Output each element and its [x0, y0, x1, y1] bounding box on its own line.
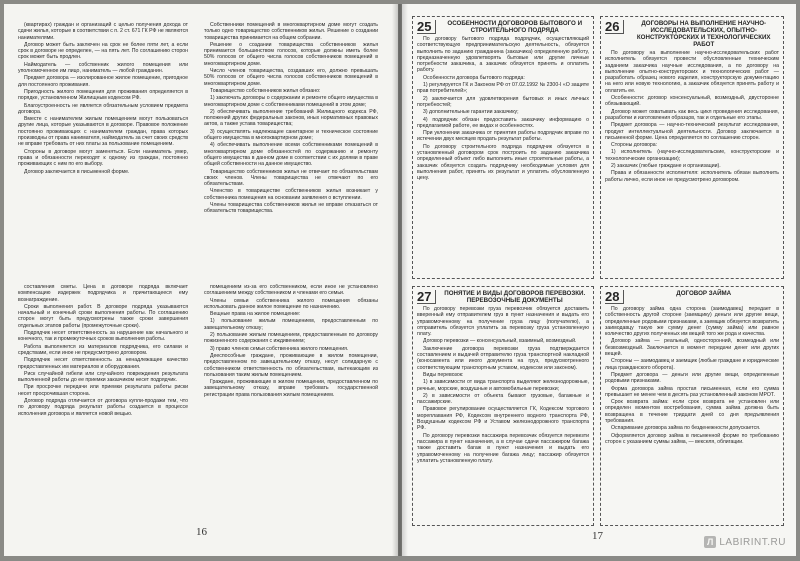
- section-title: ДОГОВОР ЗАЙМА: [676, 290, 732, 297]
- paragraph: 2) заказчик (любые граждане и организации).: [611, 163, 721, 170]
- paragraph: 1) регулируется ГК и Законом РФ от 07.02.1992 № 2300-I «О защите прав потребителей»;: [417, 82, 589, 95]
- paragraph: Договор может быть заключен на срок не более пяти лет, а если срок в договоре не определен, — на пять лет. По соглашению сторон срок может быть продлен.: [18, 41, 188, 61]
- left-page: [4, 4, 398, 556]
- paragraph: Члены товарищества собственников жилья не вправе отказаться от обязательств товарищества.: [204, 202, 378, 215]
- paragraph: Особенности договора бытового подряда:: [423, 74, 525, 81]
- paragraph: Стороны — заимодавец и заемщик (любые граждане и юридические лица гражданского оборота).: [605, 358, 779, 371]
- section-title: ПОНЯТИЕ И ВИДЫ ДОГОВОРОВ ПЕРЕВОЗКИ. ПЕРЕВОЗОЧНЫЕ ДОКУМЕНТЫ: [444, 290, 586, 304]
- paragraph: Граждане, проживающие в жилом помещении, предоставленном по завещательному отказу, вправе требовать государственной регистрации права пользования жилым помещением.: [204, 379, 378, 398]
- paragraph: Собственники помещений в многоквартирном доме могут создать только одно товарищество собственников жилья. Решение о создании товарищества принимается на общем собрании.: [204, 22, 378, 41]
- paragraph: 3) право членов семьи собственника жилого помещения.: [210, 345, 349, 352]
- paragraph: Особенности: договор консенсуальный, возмездный, двусторонне обязывающий.: [605, 95, 779, 108]
- paragraph: Вещные права на жилое помещение:: [210, 311, 301, 318]
- paragraph: Подрядчик несет ответственность за нарушение как начального и конечного, так и промежуточных сроков выполнения работы.: [18, 330, 188, 343]
- watermark: [704, 536, 786, 548]
- paragraph: 1) пользование жилым помещением, предоставленным по завещательному отказу;: [204, 318, 378, 331]
- section-number: 28: [605, 290, 624, 304]
- paragraph: 4) обеспечивать выполнение всеми собственниками помещений в многоквартирном доме обязанностей по содержанию и ремонту общего имущества в данном доме в соответствии с их долями в праве общей собственности на данное имущество.: [204, 142, 378, 168]
- left-col1-bottom: [18, 284, 188, 514]
- paragraph: 1) исполнитель (научно-исследовательские, конструкторские и технологические организации);: [605, 149, 779, 162]
- section-title: ДОГОВОРЫ НА ВЫПОЛНЕНИЕ НАУЧНО-ИССЛЕДОВАТЕЛЬСКИХ, ОПЫТНО-КОНСТРУКТОРСКИХ И ТЕХНОЛОГИЧЕСКИХ РАБОТ: [636, 20, 771, 48]
- left-col1-top: [18, 22, 188, 232]
- section-body: [605, 306, 779, 446]
- paragraph: Предмет договора — деньги или другие вещи, определенные родовыми признаками.: [605, 371, 779, 385]
- paragraph: Срок возврата займа: если срок возврата не установлен или определен моментом востребования, сумма займа должна быть возвращена в течение тридцати дней со дня предъявления требования.: [605, 399, 779, 425]
- left-col2-top: [204, 22, 378, 232]
- section-26: [600, 16, 784, 279]
- paragraph: Договор заключается в письменной форме.: [24, 168, 130, 175]
- paragraph: Товарищество собственников жилья обязано:: [210, 87, 321, 94]
- left-col2-bottom: [204, 284, 378, 514]
- paragraph: Договор подряда отличается от договора купли-продажи тем, что по договору подряда результат работы создается в процессе исполнения договора и является новой вещью.: [18, 398, 188, 417]
- paragraph: Предмет договора — изолированное жилое помещение, пригодное для постоянного проживания.: [18, 75, 188, 88]
- book-spine-fold: [392, 4, 408, 556]
- paragraph: Работа выполняется из материалов подрядчика, его силами и средствами, если иное не предусмотрено договором.: [18, 343, 188, 356]
- paragraph: 1) заключать договоры о содержании и ремонте общего имущества в многоквартирном доме с собственниками помещений в этом доме;: [204, 95, 378, 108]
- section-number: 27: [417, 290, 436, 304]
- page-number-right: 17: [592, 530, 603, 542]
- watermark-text: LABIRINT.RU: [719, 536, 786, 548]
- paragraph: Подрядчик несет ответственность за ненадлежащее качество предоставленных им материалов и оборудования.: [18, 357, 188, 370]
- paragraph: 2) обеспечивать выполнение требований Жилищного кодекса РФ, положений других федеральных законов, иных нормативных правовых актов, а также устава товарищества;: [204, 108, 378, 128]
- paragraph: 1) в зависимости от вида транспорта выделяют железнодорожные, речные, морские, воздушные и автомобильные перевозки;: [417, 379, 589, 392]
- paragraph: Дееспособные граждане, проживающие в жилом помещении, предоставленном по завещательному отказу, несут солидарную с собственником ответственность по обязательствам, вытекающим из пользования таким жилым помещением.: [204, 352, 378, 378]
- paragraph: Риск случайной гибели или случайного повреждения результата выполненной работы до ее приемки заказчиком несет подрядчик.: [18, 370, 188, 384]
- section-28: [600, 286, 784, 526]
- paragraph: Членство в товариществе собственников жилья возникает у собственника помещения на основании заявления о вступлении.: [204, 188, 378, 201]
- section-body: [417, 36, 589, 183]
- paragraph: При уклонении заказчика от принятия работы подрядчик вправе по истечении двух месяцев продать результат работы.: [417, 130, 589, 143]
- section-27: [412, 286, 594, 526]
- paragraph: По договору бытового подряда подрядчик, осуществляющий соответствующую предпринимательскую деятельность, обязуется выполнить по заданию гражданина (заказчика) определенную работу, предназначенную удовлетворять бытовые или другие личные потребности заказчика, а заказчик обязуется принять и оплатить работу.: [417, 36, 589, 74]
- labirint-logo-icon: Л: [704, 536, 716, 548]
- paragraph: Стороны в договоре могут заменяться. Если наниматель умер, права и обязанности переходят к одному из граждан, постоянно проживающих с ним по его выбору.: [18, 148, 188, 168]
- paragraph: Договор может охватывать как весь цикл проведения исследования, разработки и изготовления образцов, так и отдельные его этапы.: [605, 108, 779, 121]
- paragraph: (квартирах) граждан и организаций с целью получения дохода от сдачи жилья, которые в соответствии с п. 2 ст. 671 ГК РФ не являются нанимателями.: [18, 22, 188, 41]
- paragraph: Предмет договора — научно-технический результат исследования, продукт интеллектуальной деятельности. Договор заключается в письменной форме. Цена определяется по соглашению сторон.: [605, 122, 779, 141]
- paragraph: Число членов товарищества, создавших его, должно превышать 50% голосов от общего числа голосов собственников помещений в многоквартирном доме.: [204, 68, 378, 87]
- page-number-left: 16: [196, 526, 207, 538]
- paragraph: По договору займа одна сторона (заимодавец) передает в собственность другой стороне (заемщику) деньги или другие вещи, определенные родовыми признаками, а заемщик обязуется возвратить заимодавцу такую же сумму денег (сумму займа) или равное количество других полученных им вещей того же рода и качества.: [605, 306, 779, 338]
- paragraph: Пригодность жилого помещения для проживания определяется в порядке, установленном Жилищным кодексом РФ.: [18, 88, 188, 102]
- paragraph: Товарищество собственников жилья не отвечает по обязательствам своих членов. Члены товарищества не отвечают по его обязательствам.: [204, 168, 378, 188]
- section-number: 26: [605, 20, 624, 34]
- paragraph: Форма договора займа простая письменная, если его сумма превышает не менее чем в десять раз установленный законом МРОТ.: [605, 385, 779, 398]
- paragraph: Вместе с нанимателем жилым помещением могут пользоваться другие лица, которые указываются в договоре. Правовое положение постоянно проживающих с нанимателем граждан, права которых производны от права нанимателя, наймодатель за счет своих средств не вправе требовать от них платы за пользование помещением.: [18, 116, 188, 148]
- paragraph: Наймодатель — собственник жилого помещения или уполномоченное им лицо, наниматель — любой гражданин.: [18, 61, 188, 75]
- paragraph: Договор займа — реальный, односторонний, возмездный или безвозмездный. Заключается в момент передачи денег или других вещей.: [605, 338, 779, 358]
- paragraph: Стороны договора:: [611, 142, 658, 149]
- paragraph: По договору строительного подряда подрядчик обязуется в установленный договором срок построить по заданию заказчика определенный объект либо выполнить иные строительные работы, а заказчик обязуется создать подрядчику необходимые условия для выполнения работ, принять их результат и уплатить обусловленную цену.: [417, 143, 589, 182]
- paragraph: Благоустроенность не является обязательным условием предмета договора.: [18, 102, 188, 115]
- paragraph: Договор перевозки — консенсуальный, взаимный, возмездный.: [423, 338, 577, 345]
- paragraph: помещением из-за его собственником, если иное не установлено соглашением между собственником и членами его семьи.: [204, 284, 378, 297]
- paragraph: Сроки выполнения работ. В договоре подряда указываются начальный и конечный сроки выполнения работы. По соглашению сторон могут быть предусмотрены также сроки завершения отдельных этапов работы (промежуточные сроки).: [18, 303, 188, 329]
- section-title: ОСОБЕННОСТИ ДОГОВОРОВ БЫТОВОГО И СТРОИТЕЛЬНОГО ПОДРЯДА: [447, 20, 583, 34]
- paragraph: составления сметы. Цена в договоре подряда включает компенсацию издержек подрядчика и причитающееся ему вознаграждение.: [18, 284, 188, 303]
- paragraph: Виды перевозок:: [423, 371, 464, 378]
- paragraph: При просрочке передачи или приемки результата работы риски несет просрочившая сторона.: [18, 384, 188, 397]
- paragraph: 2) в зависимости от объекта бывают грузовые, багажные и пассажирские.: [417, 392, 589, 406]
- paragraph: Оспаривание договора займа по безденежности допускается.: [611, 425, 761, 432]
- paragraph: 3) дополнительные гарантии заказчику;: [423, 109, 519, 116]
- paragraph: По договору перевозки пассажира перевозчик обязуется перевезти пассажира в пункт назначения, а в случае сдачи пассажиром багажа также доставить багаж в пункт назначения и выдать его управомоченному на получение багажа лицу; пассажир обязуется уплатить установленную плату.: [417, 432, 589, 464]
- right-page: [402, 4, 796, 556]
- section-25: [412, 16, 594, 279]
- paragraph: Правовое регулирование осуществляется ГК, Кодексом торгового мореплавания РФ, Кодексом внутреннего водного транспорта РФ, Воздушным кодексом РФ и Уставом железнодорожного транспорта РФ.: [417, 406, 589, 432]
- paragraph: 3) осуществлять надлежащее санитарное и техническое состояние общего имущества в многоквартирном доме;: [204, 128, 378, 142]
- paragraph: Члены семьи собственника жилого помещения обязаны использовать данное жилое помещение по назначению.: [204, 297, 378, 310]
- paragraph: Права и обязанности исполнителя: исполнитель обязан выполнить работы лично, если иное не предусмотрено договором.: [605, 170, 779, 183]
- paragraph: Решение о создании товарищества собственников жилья принимается большинством голосов, которые должны иметь более 50% голосов от общего числа голосов собственников помещений в многоквартирном доме.: [204, 41, 378, 67]
- paragraph: Оформляется договор займа в письменной форме по требованию сторон с указанием суммы займа, — векселя, облигации.: [605, 432, 779, 445]
- paragraph: Заключение договора перевозки груза подтверждается составлением и выдачей отправителю груза транспортной накладной (коносамента или иного документа на груз, предусмотренного соответствующим транспортным уставом, кодексом или законом).: [417, 345, 589, 371]
- paragraph: 2) пользование жилым помещением, предоставленным по договору пожизненного содержания с иждивением;: [204, 332, 378, 345]
- paragraph: 2) заключается для удовлетворения бытовых и иных личных потребностей;: [417, 95, 589, 108]
- section-body: [605, 50, 779, 184]
- paragraph: По договору перевозки груза перевозчик обязуется доставить вверенный ему отправителем груз в пункт назначения и выдать его управомоченному на получение груза лицу (получателю), а отправитель обязуется уплатить за перевозку груза установленную плату.: [417, 306, 589, 338]
- section-body: [417, 306, 589, 465]
- paragraph: 4) подрядчик обязан предоставить заказчику информацию о предлагаемой работе, ее видах и особенностях.: [417, 116, 589, 129]
- paragraph: По договору на выполнение научно-исследовательских работ исполнитель обязуется провести обусловленные техническим заданием заказчика научные исследования, а по договору на выполнение опытно-конструкторских и технологических работ — разработать образец нового изделия, конструкторскую документацию на него или новую технологию, а заказчик обязуется принять работу и оплатить ее.: [605, 50, 779, 94]
- section-number: 25: [417, 20, 436, 34]
